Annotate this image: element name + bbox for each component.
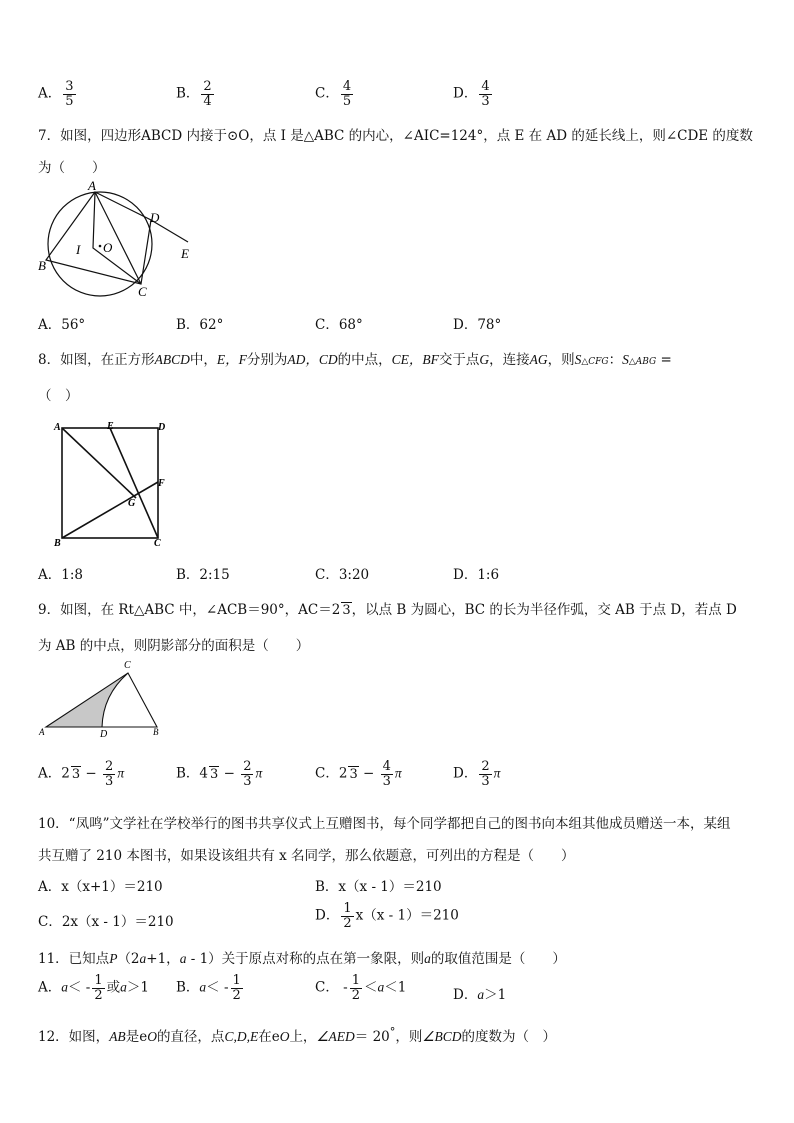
q7-label-o: O — [103, 240, 113, 255]
q9-label-d: D — [100, 729, 108, 740]
q8-option-b: B．2:15 — [176, 567, 230, 583]
q10-option-c: C．2x（x - 1）＝210 — [38, 914, 174, 930]
q6-option-c-fraction: $\frac{4}{5}$ — [342, 79, 352, 109]
q9-label-a: A — [39, 727, 45, 737]
q7-option-b: B．62° — [176, 317, 224, 333]
q9-option-c: C．2 3 − $\frac{4}{3}$ π — [315, 759, 402, 789]
q8-label-b: B — [54, 538, 61, 549]
q7-stem-line2: 为（ ） — [38, 160, 106, 176]
q7-label-c: C — [138, 284, 147, 299]
q6-option-b: B． $\frac{2}{4}$ — [176, 79, 212, 109]
q6-option-c: C． $\frac{4}{5}$ — [315, 79, 352, 109]
q8-label-d: D — [158, 422, 166, 433]
q10-option-b: B．x（x - 1）＝210 — [315, 879, 442, 895]
q7-label-b: B — [38, 258, 46, 273]
q7-option-a: A．56° — [38, 317, 86, 333]
q9-figure — [38, 655, 168, 740]
q7-stem-line1: 7．如图，四边形ABCD 内接于⊙O，点 I 是△ABC 的内心，∠AIC=124°，点 E 在 AD 的延长线上，则∠CDE 的度数 — [38, 128, 753, 144]
q11-option-c: C． - $\frac{1}{2}$ ＜a＜1 — [315, 973, 407, 1003]
q8-label-g: G — [128, 498, 136, 509]
q6-option-b-fraction: $\frac{2}{4}$ — [203, 79, 212, 109]
q8-label-c: C — [154, 538, 161, 549]
q8-label-e: E — [107, 421, 114, 432]
q7-label-e: E — [181, 246, 189, 261]
q8-option-a: A．1:8 — [38, 567, 83, 583]
q6-option-d: D． $\frac{4}{3}$ — [453, 79, 490, 109]
q6-option-a-fraction: $\frac{3}{5}$ — [65, 79, 74, 109]
q7-option-d: D．78° — [453, 317, 502, 333]
q10-option-d: D． $\frac{1}{2}$ x（x - 1）＝210 — [315, 901, 459, 931]
q8-option-c: C．3:20 — [315, 567, 370, 583]
q10-stem-line2: 共互赠了 210 本图书，如果设该组共有 x 名同学，那么依题意，可列出的方程是（ ） — [38, 848, 575, 864]
q9-stem-line1: 9．如图，在 Rt△ABC 中，∠ACB＝90°，AC＝2 3，以点 B 为圆心，BC 的长为半径作弧，交 AB 于点 D，若点 D — [38, 602, 737, 618]
q8-stem-line1: 8．如图，在正方形ABCD中，E，F分别为AD，CD的中点，CE，BF交于点G，连接AG，则S△CFG：S△ABG = — [38, 352, 672, 368]
q9-stem-line2: 为 AB 的中点，则阴影部分的面积是（ ） — [38, 638, 310, 654]
q11-option-d: D．a＞1 — [453, 987, 507, 1003]
q7-figure — [38, 180, 198, 300]
q9-option-a: A．2 3 − $\frac{2}{3}$ π — [38, 759, 125, 789]
q11-stem: 11．已知点P（2a+1，a - 1）关于原点对称的点在第一象限，则a的取值范围是（ ） — [38, 951, 566, 967]
q8-label-f: F — [158, 478, 165, 489]
q6-option-d-fraction: $\frac{4}{3}$ — [481, 79, 490, 109]
q11-option-a: A．a＜ - $\frac{1}{2}$ 或a＞1 — [38, 973, 149, 1003]
q6-option-a: A． $\frac{3}{5}$ — [38, 79, 74, 109]
q9-label-b: B — [153, 727, 159, 737]
q7-label-a: A — [88, 178, 96, 193]
q9-option-b: B．4 3 − $\frac{2}{3}$ π — [176, 759, 263, 789]
q10-option-a: A．x（x+1）＝210 — [38, 879, 163, 895]
q7-label-d: D — [150, 210, 160, 225]
q7-option-c: C．68° — [315, 317, 363, 333]
q9-option-d: D． $\frac{2}{3}$ π — [453, 759, 501, 789]
q7-label-i: I — [76, 242, 81, 257]
q8-option-d: D．1:6 — [453, 567, 500, 583]
q8-label-a: A — [54, 422, 61, 433]
q10-stem-line1: 10．“凤鸣”文学社在学校举行的图书共享仪式上互赠图书，每个同学都把自己的图书向本组其他成员赠送一本，某组 — [38, 816, 731, 832]
q9-label-c: C — [124, 660, 131, 671]
q8-stem-line2: （ ） — [38, 388, 79, 404]
q8-figure — [52, 420, 177, 548]
q11-option-b: B．a＜ - $\frac{1}{2}$ — [176, 973, 241, 1003]
q12-stem: 12．如图，AB是eO的直径，点C,D,E在eO上，∠AED＝ 20°，则∠BCD的度数为（ ） — [38, 1025, 557, 1045]
